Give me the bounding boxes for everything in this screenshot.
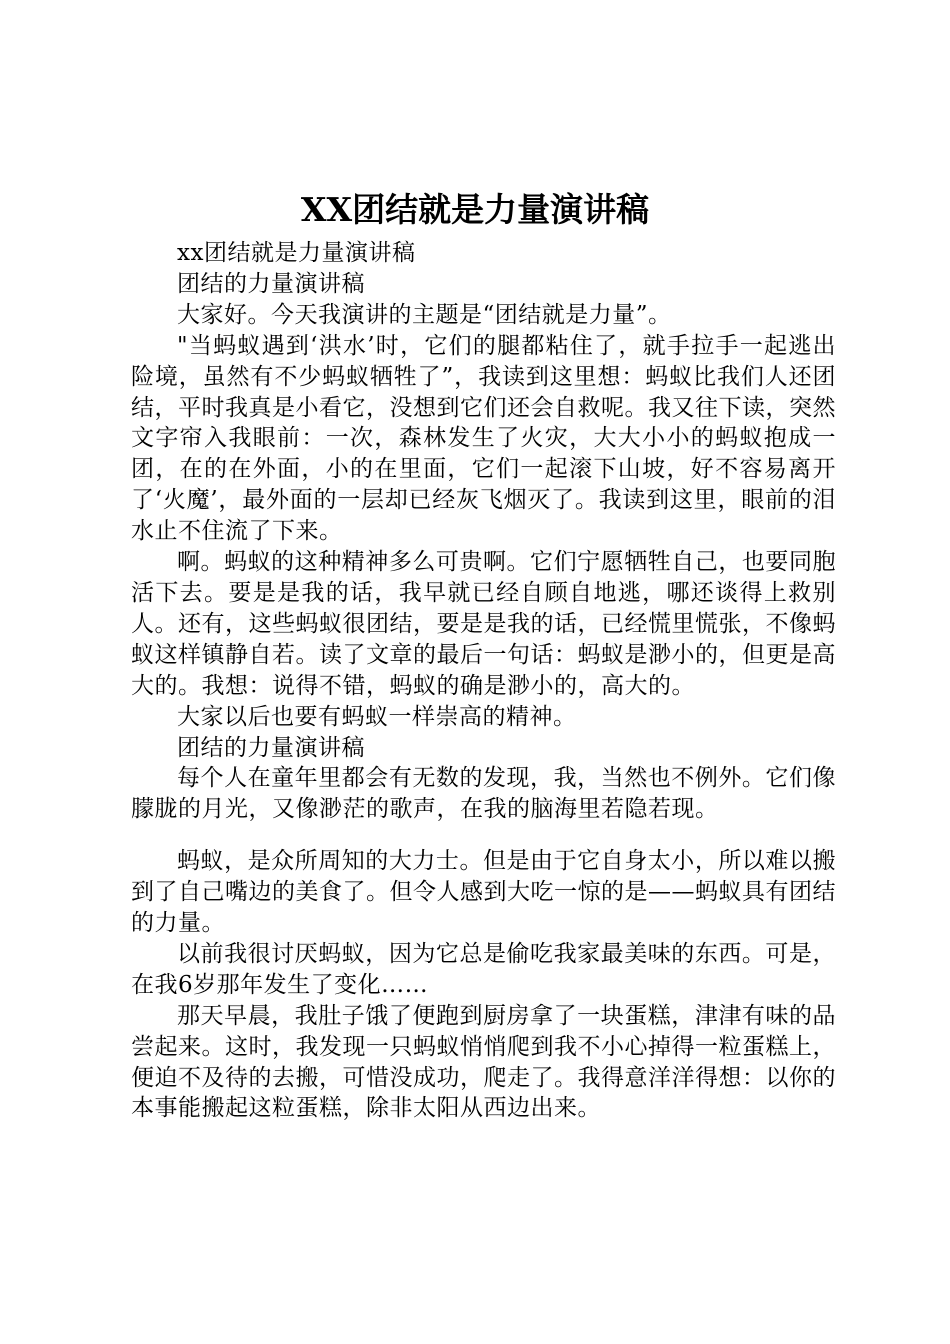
- paragraph-dislike-ants: 以前我很讨厌蚂蚁，因为它总是偷吃我家最美味的东西。可是，在我6岁那年发生了变化……: [131, 940, 836, 998]
- paragraph-section-heading-2: 团结的力量演讲稿: [177, 734, 365, 761]
- paragraph-greeting: 大家好。今天我演讲的主题是“团结就是力量”。: [177, 301, 672, 328]
- paragraph-ants-spirit: 啊。蚂蚁的这种精神多么可贵啊。它们宁愿牺牲自己，也要同胞活下去。要是是我的话，我早就已经自顾自地逃，哪还谈得上救别人。还有，这些蚂蚁很团结，要是是我的话，已经慌里慌张，不像蚂蚁这样镇静自若。读了文章的最后一句话：蚂蚁是渺小的，但更是高大的。我想：说得不错，蚂蚁的确是渺小的，高大的。: [131, 549, 836, 699]
- paragraph-subtitle: xx团结就是力量演讲稿: [177, 240, 416, 266]
- paragraph-childhood: 每个人在童年里都会有无数的发现，我，当然也不例外。它们像朦胧的月光，又像渺茫的歌声，在我的脑海里若隐若现。: [131, 765, 836, 823]
- paragraph-morning-cake: 那天早晨，我肚子饿了便跑到厨房拿了一块蛋糕，津津有味的品尝起来。这时，我发现一只蚂蚁悄悄爬到我不小心掉得一粒蛋糕上，便迫不及待的去搬，可惜没成功，爬走了。我得意洋洋得想：以你的本事能搬起这粒蛋糕，除非太阳从西边出来。: [131, 1002, 836, 1122]
- document-body: [131, 238, 836, 1124]
- paragraph-strong-ants: 蚂蚁，是众所周知的大力士。但是由于它自身太小，所以难以搬到了自己嘴边的美食了。但令人感到大吃一惊的是——蚂蚁具有团结的力量。: [131, 848, 836, 937]
- paragraph-conclusion: 大家以后也要有蚂蚁一样崇高的精神。: [177, 703, 577, 730]
- paragraph-ants-flood: "当蚂蚁遇到‘洪水’时，它们的腿都粘住了，就手拉手一起逃出险境，虽然有不少蚂蚁牺牲了”，我读到这里想：蚂蚁比我们人还团结，平时我真是小看它，没想到它们还会自救呢。我又往下读，突然文字帘入我眼前：一次，森林发生了火灾，大大小小的蚂蚁抱成一团，在的在外面，小的在里面，它们一起滚下山坡，好不容易离开了‘火魔’，最外面的一层却已经灰飞烟灭了。我读到这里，眼前的泪水止不住流了下来。: [131, 332, 836, 545]
- paragraph-section-heading-1: 团结的力量演讲稿: [177, 270, 365, 297]
- document-title: XX团结就是力量演讲稿: [300, 190, 650, 229]
